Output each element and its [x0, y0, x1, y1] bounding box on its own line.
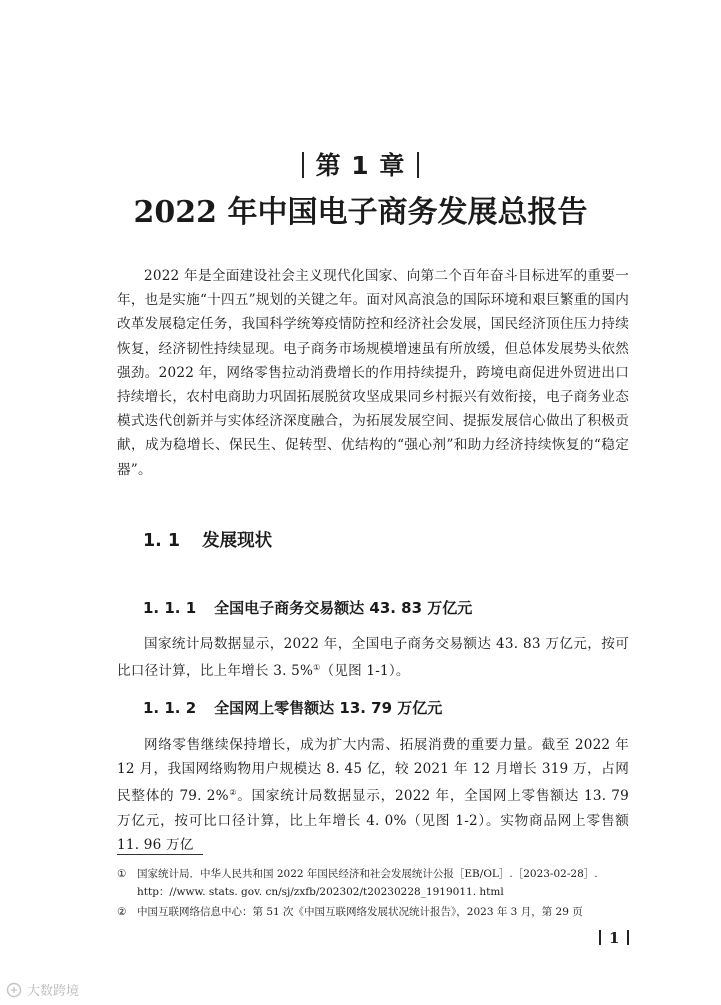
footnote-ref-1[interactable]: ①: [313, 663, 321, 673]
chapter-label: 第 1 章: [0, 146, 721, 182]
footnote-1: ① 国家统计局．中华人民共和国 2022 年国民经济和社会发展统计公报［EB/OL］.［2023-02-28］. http：//www. stats. gov. cn/sj/zxfb/202302/t20230228_1919011. html: [117, 865, 637, 901]
page-number: 1: [591, 929, 637, 947]
section-heading-1-1-2: [143, 697, 442, 718]
footnote-2: ② 中国互联网络信息中心：第 51 次《中国互联网络发展状况统计报告》，2023 年 3 月，第 29 页: [117, 906, 583, 918]
footnote-divider: [117, 854, 203, 855]
page-number-bar: [599, 930, 601, 945]
page-number-bar: [627, 930, 629, 945]
footnote-ref-2[interactable]: ②: [228, 788, 238, 798]
footnote-link[interactable]: http：//www. stats. gov. cn/sj/zxfb/202302/t20230228_1919011. html: [137, 886, 504, 898]
section-title: 发展现状: [202, 531, 273, 551]
watermark: 大数跨境: [6, 980, 79, 999]
section-1-1-2-paragraph: 网络零售继续保持增长，成为扩大内需、拓展消费的重要力量。截至 2022 年12 月，我国网络购物用户规模达 8. 45 亿，较 2021 年 12 月增长 319 万，占网民整体的 79. 2%②。国家统计局数据显示，2022 年，全国网上零售额达 13. 79 万亿元，按可比口径计算，比上年增长 4. 0%（见图 1-2）。实物商品网上零售额 11. 96 万亿: [117, 737, 629, 853]
section-title: 全国网上零售额达 13. 79 万亿元: [214, 699, 443, 717]
watermark-logo-icon: [6, 982, 24, 998]
section-1-1-1-paragraph: 国家统计局数据显示，2022 年，全国电子商务交易额达 43. 83 万亿元，按可比口径计算，比上年增长 3. 5%①（见图 1-1）。: [117, 636, 629, 680]
section-title: 全国电子商务交易额达 43. 83 万亿元: [214, 599, 473, 617]
section-number: 1. 1. 2: [143, 699, 197, 717]
section-heading-1-1-1: [143, 597, 472, 618]
chapter-bar-right: [417, 152, 419, 178]
section-number: 1. 1. 1: [143, 599, 197, 617]
chapter-bar-left: [302, 152, 304, 178]
section-heading-1-1: [143, 527, 272, 552]
section-number: 1. 1: [143, 531, 181, 551]
chapter-title: 2022 年中国电子商务发展总报告: [133, 195, 588, 230]
intro-paragraph: 2022 年是全面建设社会主义现代化国家、向第二个百年奋斗目标进军的重要一年，也是实施“十四五”规划的关键之年。面对风高浪急的国际环境和艰巨繁重的国内改革发展稳定任务，我国科学统筹疫情防控和经济社会发展，国民经济顶住压力持续恢复，经济韧性持续显现。电子商务市场规模增速虽有所放缓，但总体发展势头依然强劲。2022 年，网络零售拉动消费增长的作用持续提升，跨境电商促进外贸进出口持续增长，农村电商助力巩固拓展脱贫攻坚成果同乡村振兴有效衔接，电子商务业态模式迭代创新并与实体经济深度融合，为拓展发展空间、提振发展信心做出了积极贡献，成为稳增长、保民生、促转型、优结构的“强心剂”和助力经济持续恢复的“稳定器”。: [117, 268, 629, 478]
